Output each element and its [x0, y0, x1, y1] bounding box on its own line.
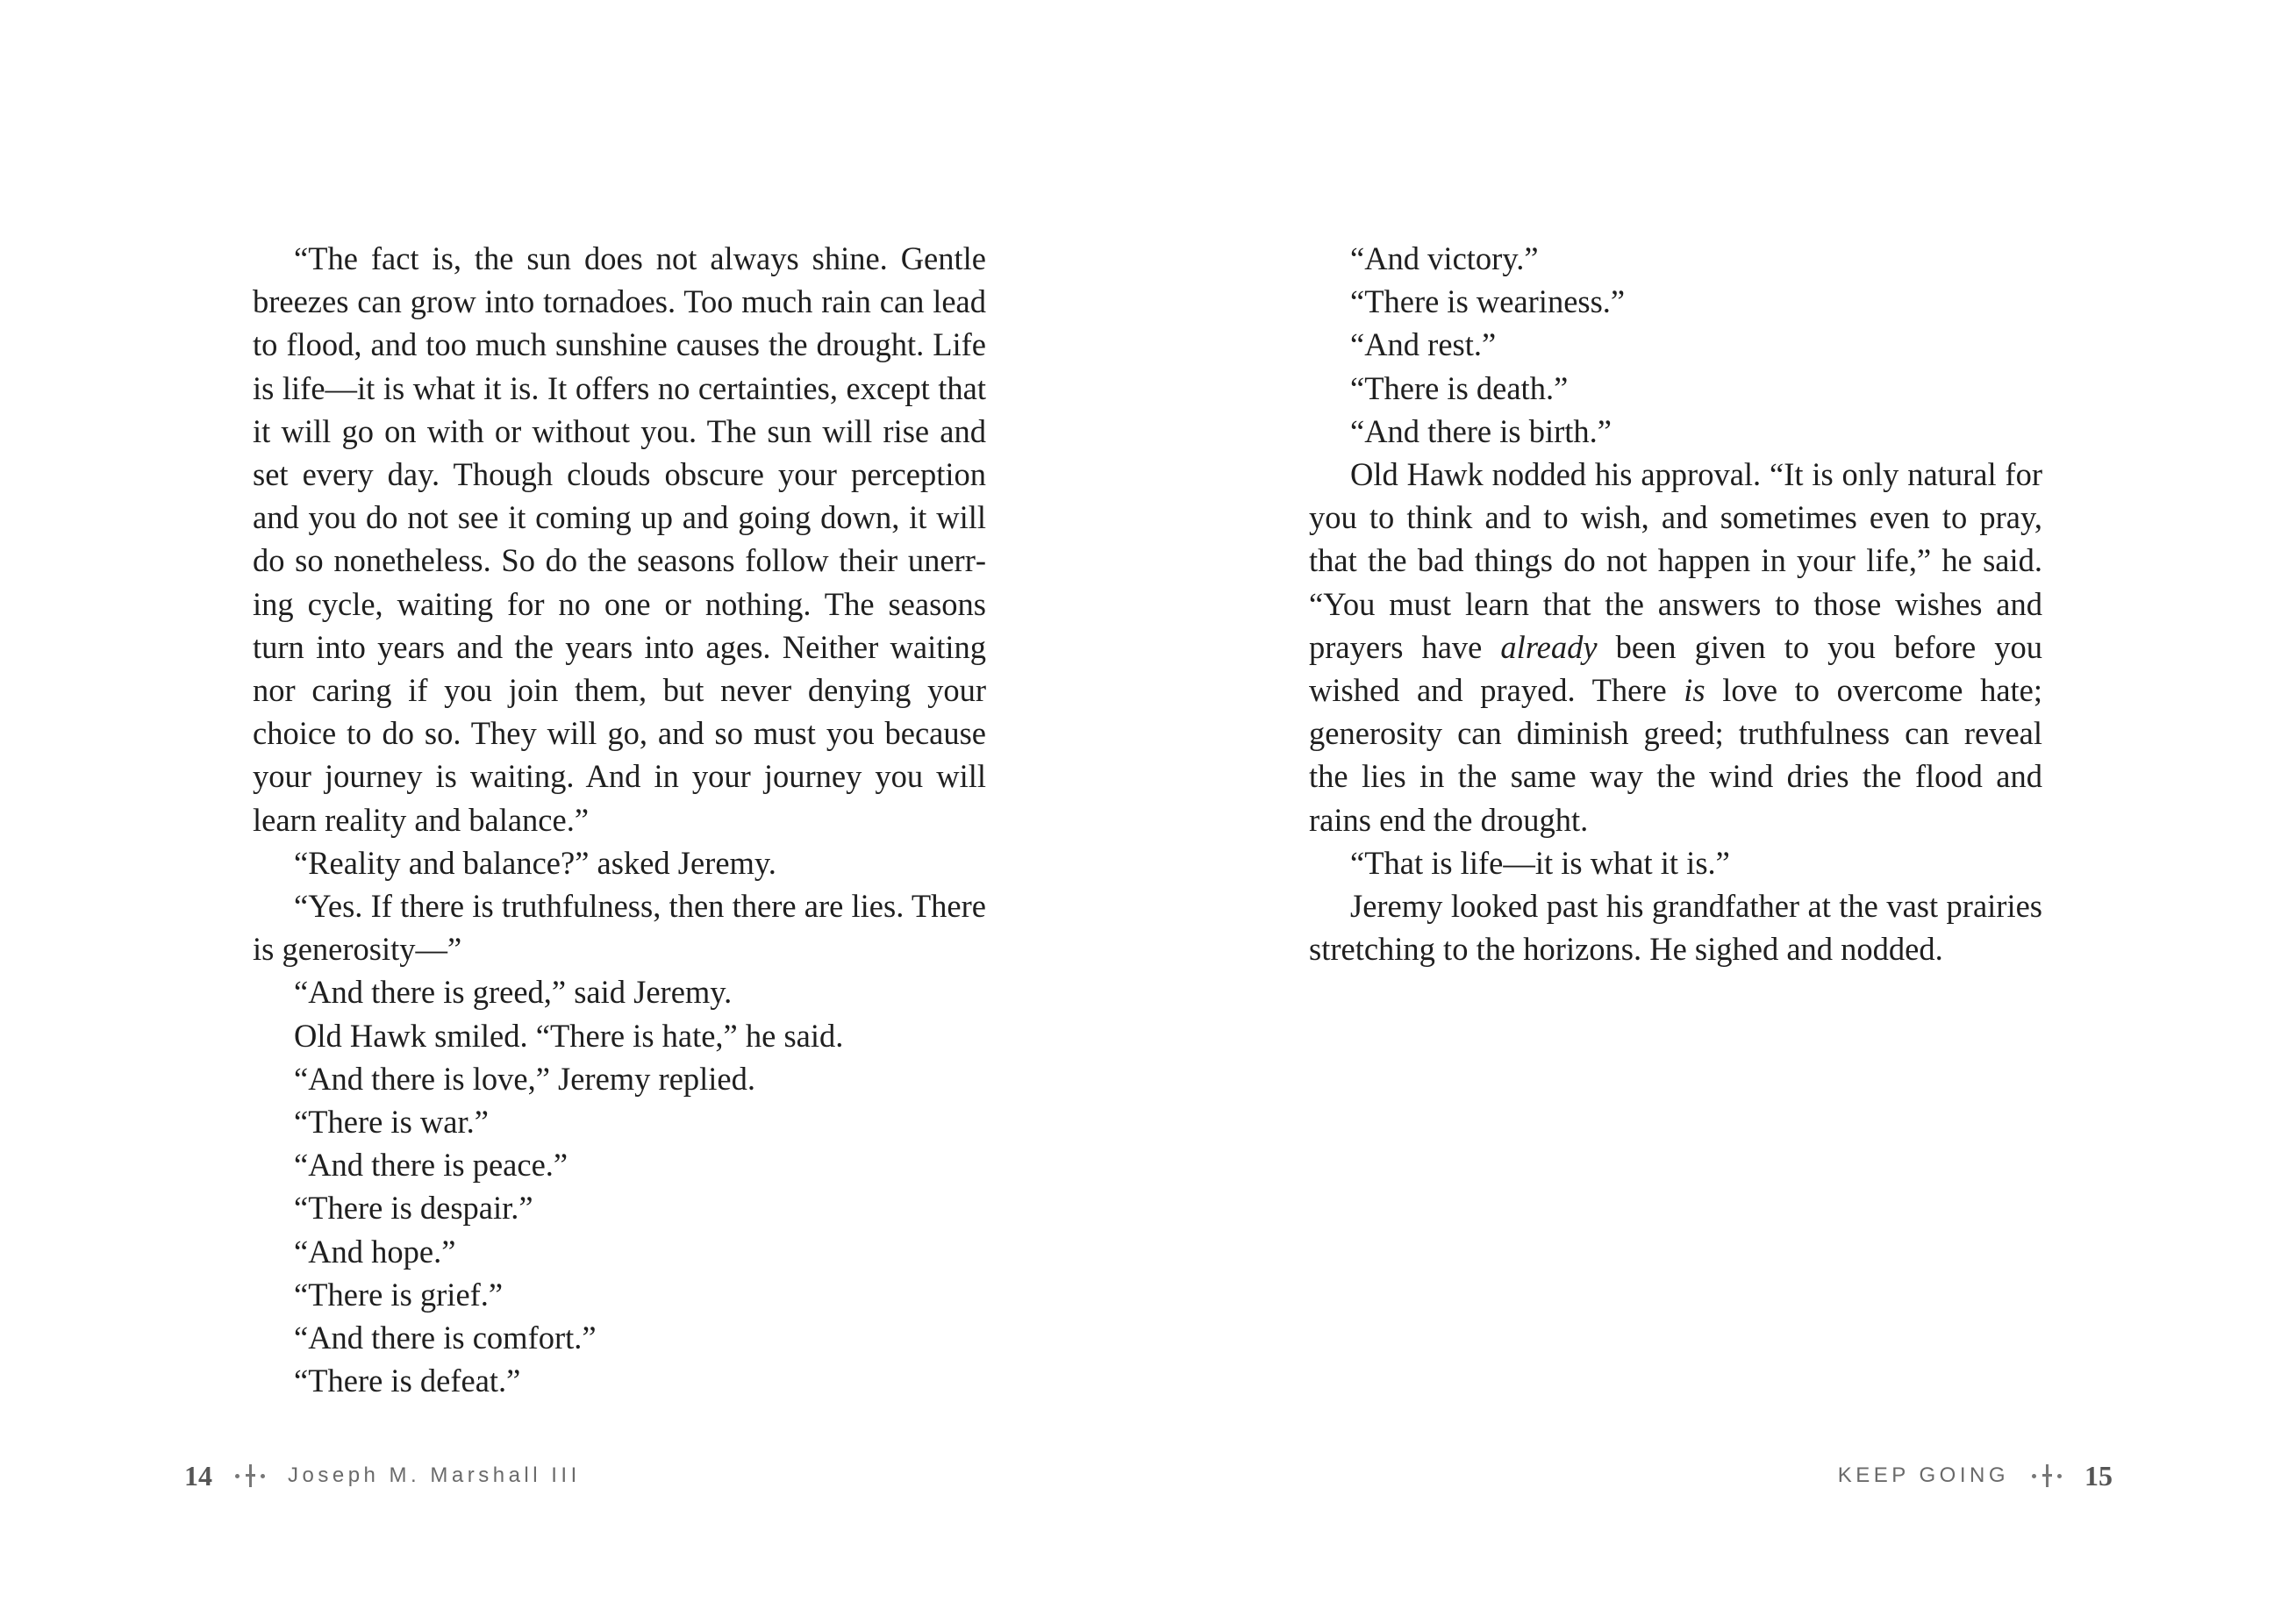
left-page-text [253, 237, 986, 1402]
right-page [1140, 0, 2281, 1624]
paragraph: “There is defeat.” [294, 1363, 521, 1399]
paragraph: “And victory.” [1350, 240, 1539, 276]
right-page-text [1309, 237, 2042, 970]
page-number: 15 [2084, 1459, 2113, 1492]
emphasis-already: already [1500, 628, 1598, 665]
page-number: 14 [184, 1459, 212, 1492]
paragraph: “And there is comfort.” [294, 1320, 597, 1356]
running-head-title: KEEP GOING [1837, 1463, 2009, 1487]
paragraph: “And rest.” [1350, 326, 1497, 363]
paragraph-text: been given to you before you wished and prayed. There [1309, 628, 2042, 709]
paragraph: “The fact is, the sun does not always shine. Gentle breezes can grow into tornadoes. Too much rain can lead to flood, and too much sunshine causes the drought. Life is life—it is what it is. It offers no certainties, except that it will go on with or without you. The sun will rise and set every day. Though clouds obscure your perception and you do not see it coming up and going down, it will do so nonetheless. So do the seasons follow their unerring cycle, waiting for no one or nothing. The seasons turn into years and the years into ages. Neither waiting nor caring if you join them, but never denying your choice to do so. They will go, and so must you because your journey is waiting. And in your journey you will learn reality and balance.” [253, 240, 986, 838]
paragraph: “There is death.” [1350, 369, 1569, 406]
paragraph: “There is despair.” [294, 1190, 533, 1227]
paragraph: “And hope.” [294, 1233, 456, 1270]
left-page [0, 0, 1140, 1624]
folio-ornament-icon [2032, 1464, 2062, 1487]
paragraph-approval [1309, 453, 2042, 841]
paragraph: “And there is birth.” [1350, 412, 1612, 449]
paragraph-text: love to overcome hate; generosity can diminish greed; truthfulness can reveal the lies in the same way the wind dries the flood and rains end the drought. [1309, 672, 2042, 838]
paragraph: “Yes. If there is truthfulness, then there are lies. There is generosity—” [253, 888, 986, 968]
paragraph-text: Old Hawk nodded his approval. “It is only natural for you to think and to wish, and sometimes even to pray, that the bad things do not happen in your life,” he said. “You must learn that the answers to those wishes and prayers have [1309, 456, 2042, 665]
emphasis-is: is [1684, 672, 1705, 709]
left-folio [184, 1456, 581, 1495]
paragraph: “There is grief.” [294, 1276, 504, 1313]
paragraph: “And there is peace.” [294, 1147, 568, 1184]
paragraph: Old Hawk smiled. “There is hate,” he said. [294, 1017, 844, 1054]
paragraph: “And there is greed,” said Jeremy. [294, 974, 733, 1011]
paragraph: “Reality and balance?” asked Jeremy. [294, 844, 776, 881]
running-head-author: Joseph M. Marshall III [288, 1463, 581, 1487]
folio-ornament-icon [235, 1464, 265, 1487]
paragraph: “There is war.” [294, 1104, 489, 1141]
paragraph: Jeremy looked past his grandfather at the vast prairies stretching to the horizons. He sighed and nodded. [1309, 888, 2042, 968]
right-folio [1838, 1456, 2113, 1495]
paragraph: “And there is love,” Jeremy replied. [294, 1060, 756, 1097]
paragraph: “That is life—it is what it is.” [1350, 844, 1730, 881]
paragraph: “There is weariness.” [1350, 283, 1626, 320]
